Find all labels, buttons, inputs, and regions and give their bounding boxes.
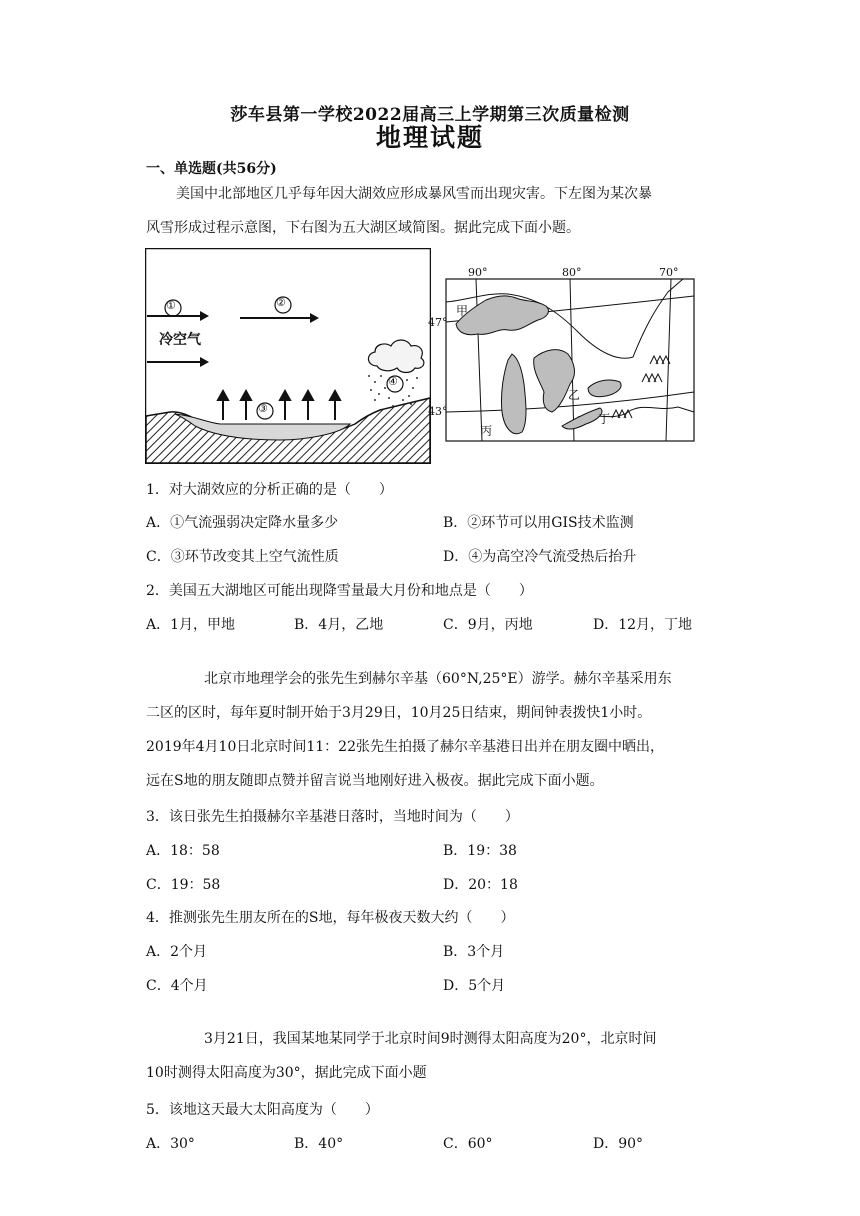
great-lakes-map [428, 262, 698, 444]
q1-option-a[interactable]: A．①气流强弱决定降水量多少 [146, 515, 339, 531]
place-jia: 甲 [456, 304, 469, 318]
q3-option-d[interactable]: D．20：18 [443, 877, 518, 893]
question-5-stem: 5．该地这天最大太阳高度为（ ） [146, 1102, 379, 1118]
q5-option-c[interactable]: C．60° [443, 1136, 493, 1152]
lat-47-label: 47° [428, 316, 448, 329]
question-2-stem: 2．美国五大湖地区可能出现降雪量最大月份和地点是（ ） [146, 583, 533, 599]
passage-3-line-2: 10时测得太阳高度为30°，据此完成下面小题 [146, 1065, 427, 1081]
passage-2-line-3: 2019年4月10日北京时间11：22张先生拍摄了赫尔辛基港日出并在朋友圈中晒出， [146, 739, 664, 755]
q1-option-d[interactable]: D．④为高空冷气流受热后抬升 [443, 549, 637, 565]
marker-2: ② [276, 296, 286, 309]
marker-3: ③ [258, 402, 268, 415]
question-1-stem: 1．对大湖效应的分析正确的是（ ） [146, 482, 393, 498]
question-3-stem: 3．该日张先生拍摄赫尔辛基港日落时，当地时间为（ ） [146, 809, 519, 825]
passage-1-line-2: 风雪形成过程示意图，下右图为五大湖区域简图。据此完成下面小题。 [146, 220, 580, 236]
q1-option-b[interactable]: B．②环节可以用GIS技术监测 [443, 515, 634, 531]
school-title: 莎车县第一学校2022届高三上学期第三次质量检测 [230, 105, 630, 125]
section-heading: 一、单选题(共56分) [146, 161, 277, 177]
q5-option-d[interactable]: D．90° [593, 1136, 644, 1152]
passage-3-line-1: 3月21日，我国某地某同学于北京时间9时测得太阳高度为20°，北京时间 [204, 1031, 657, 1047]
passage-2-line-1: 北京市地理学会的张先生到赫尔辛基（60°N,25°E）游学。赫尔辛基采用东 [204, 671, 672, 687]
q4-option-b[interactable]: B．3个月 [443, 944, 505, 960]
lon-80-label: 80° [562, 266, 582, 279]
q3-option-b[interactable]: B．19：38 [443, 843, 517, 859]
marker-1: ① [166, 299, 176, 312]
place-yi: 乙 [568, 388, 581, 402]
q2-option-c[interactable]: C．9月，丙地 [443, 617, 533, 633]
passage-2-line-2: 二区的区时，每年夏时制开始于3月29日，10月25日结束，期间钟表拨快1小时。 [146, 705, 652, 721]
q2-option-a[interactable]: A．1月，甲地 [146, 617, 236, 633]
subject-title: 地理试题 [375, 123, 484, 152]
q4-option-c[interactable]: C．4个月 [146, 978, 208, 994]
cold-air-label: 冷空气 [159, 332, 201, 348]
lat-43-label: 43° [428, 405, 448, 418]
q4-option-a[interactable]: A．2个月 [146, 944, 208, 960]
passage-1-line-1: 美国中北部地区几乎每年因大湖效应形成暴风雪而出现灾害。下左图为某次暴 [176, 186, 652, 202]
lon-90-label: 90° [468, 266, 488, 279]
q4-option-d[interactable]: D．5个月 [443, 978, 506, 994]
q3-option-c[interactable]: C．19：58 [146, 877, 221, 893]
q2-option-b[interactable]: B．4月，乙地 [294, 617, 384, 633]
place-bing: 丙 [480, 424, 493, 438]
marker-4: ④ [388, 375, 398, 388]
place-ding: 丁 [598, 412, 611, 426]
lake-effect-diagram [145, 248, 431, 464]
passage-2-line-4: 远在S地的朋友随即点赞并留言说当地刚好进入极夜。据此完成下面小题。 [146, 773, 604, 789]
q3-option-a[interactable]: A．18：58 [146, 843, 220, 859]
question-4-stem: 4．推测张先生朋友所在的S地，每年极夜天数大约（ ） [146, 910, 515, 926]
q5-option-b[interactable]: B．40° [294, 1136, 344, 1152]
q5-option-a[interactable]: A．30° [146, 1136, 195, 1152]
q1-option-c[interactable]: C．③环节改变其上空气流性质 [146, 549, 339, 565]
q2-option-d[interactable]: D．12月，丁地 [593, 617, 693, 633]
lon-70-label: 70° [659, 266, 679, 279]
